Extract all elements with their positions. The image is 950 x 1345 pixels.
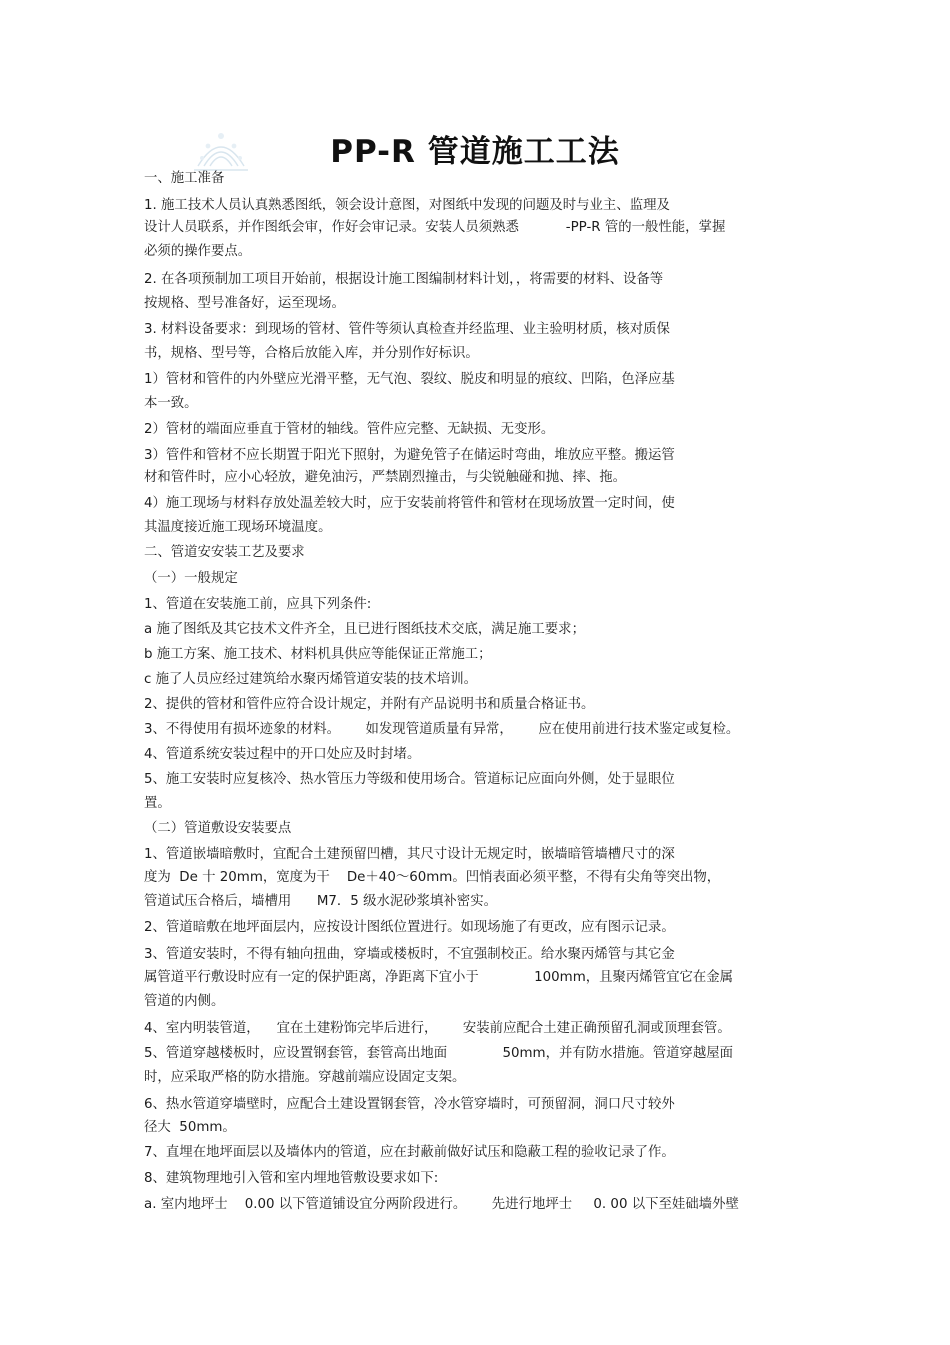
text-line: 5、管道穿越楼板时，应设置钢套管，套管高出地面 50mm，并有防水措施。管道穿越屋面 bbox=[144, 1046, 734, 1061]
text-line: 管道试压合格后，墙槽用 M7．5 级水泥砂浆填补密实。 bbox=[144, 894, 497, 909]
text-line: 管道的内侧。 bbox=[144, 994, 225, 1009]
text-line: 属管道平行敷设时应有一定的保护距离，净距离下宜小于 100mm，且聚丙烯管宜它在金属 bbox=[144, 970, 734, 985]
text-line: 4、室内明装管道， 宜在土建粉饰完毕后进行， 安装前应配合土建正确预留孔洞或顶理套管。 bbox=[144, 1021, 731, 1036]
text-line: 1、管道嵌墙暗敷时，宜配合土建预留凹槽，其尺寸设计无规定时，嵌墙暗管墙槽尺寸的深 bbox=[144, 847, 675, 862]
text-line: 1、管道在安装施工前，应具下列条件: bbox=[144, 597, 372, 612]
text-line: 必须的操作要点。 bbox=[144, 244, 252, 259]
text-line: 3. 材料设备要求：到现场的管材、管件等须认真检查并经监理、业主验明材质，核对质保 bbox=[144, 322, 670, 337]
text-line: 3）管件和管材不应长期置于阳光下照射，为避免管子在储运时弯曲，堆放应平整。搬运管 bbox=[144, 448, 675, 463]
text-line: 1）管材和管件的内外壁应光滑平整，无气泡、裂纹、脱皮和明显的痕纹、凹陷，色泽应基 bbox=[144, 372, 675, 387]
text-line: 设计人员联系，并作图纸会审，作好会审记录。安装人员须熟悉 -PP-R 管的一般性能，掌握 bbox=[144, 220, 726, 235]
text-line: 径大 50mm。 bbox=[144, 1120, 236, 1135]
text-line: 2）管材的端面应垂直于管材的轴线。管件应完整、无缺损、无变形。 bbox=[144, 422, 555, 437]
text-line: c 施了人员应经过建筑给水聚丙烯管道安装的技术培训。 bbox=[144, 672, 477, 687]
text-line: 7、直埋在地坪面层以及墙体内的管道，应在封蔽前做好试压和隐蔽工程的验收记录了作。 bbox=[144, 1145, 675, 1160]
text-line: 6、热水管道穿墙壁时，应配合土建设置钢套管，冷水管穿墙时，可预留洞，洞口尺寸较外 bbox=[144, 1097, 675, 1112]
text-line: 材和管件时，应小心轻放，避免油污，严禁剧烈撞击，与尖锐触碰和抛、摔、拖。 bbox=[144, 470, 627, 485]
text-line: a. 室内地坪士 0.00 以下管道铺设宜分两阶段进行。 先进行地坪士 0. 00 以下至娃础墙外壁 bbox=[144, 1197, 739, 1212]
text-line: 按规格、型号准备好，运至现场。 bbox=[144, 296, 345, 311]
text-line: 4）施工现场与材料存放处温差较大时，应于安装前将管件和管材在现场放置一定时间，使 bbox=[144, 496, 675, 511]
text-line: 2. 在各项预制加工项目开始前，根据设计施工图编制材料计划，，将需要的材料、设备等 bbox=[144, 272, 664, 287]
text-line: a 施了图纸及其它技术文件齐全，且已进行图纸技术交底，满足施工要求； bbox=[144, 622, 585, 637]
text-line: 度为 De 十 20mm，宽度为干 De＋40～60mm。凹悄表面必须平整，不得有尖角等突出物， bbox=[144, 870, 721, 885]
text-line: （二）管道敷设安装要点 bbox=[144, 821, 292, 836]
text-line: 置。 bbox=[144, 796, 171, 811]
text-line: 3、管道安装时，不得有轴向扭曲，穿墙或楼板时，不宜强制校正。给水聚丙烯管与其它金 bbox=[144, 947, 675, 962]
text-line: 2、管道暗敷在地坪面层内，应按设计图纸位置进行。如现场施了有更改，应有图示记录。 bbox=[144, 920, 675, 935]
text-line: 4、管道系统安装过程中的开口处应及时封堵。 bbox=[144, 747, 421, 762]
text-line: 书，规格、型号等，合格后放能入库，并分别作好标识。 bbox=[144, 346, 479, 361]
text-line: 5、施工安装时应复核冷、热水管压力等级和使用场合。管道标记应面向外侧，处于显眼位 bbox=[144, 772, 675, 787]
document-title: PP-R 管道施工工法 bbox=[330, 134, 620, 170]
text-line: 其温度接近施工现场环境温度。 bbox=[144, 520, 332, 535]
text-line: （一）一般规定 bbox=[144, 571, 238, 586]
text-line: 1. 施工技术人员认真熟悉图纸，领会设计意图，对图纸中发现的问题及时与业主、监理及 bbox=[144, 198, 670, 213]
text-line: 本一致。 bbox=[144, 396, 198, 411]
text-line: 3、不得使用有损坏迹象的材料。 如发现管道质量有异常， 应在使用前进行技术鉴定或复检。 bbox=[144, 722, 740, 737]
text-line: 二、管道安安装工艺及要求 bbox=[144, 545, 305, 560]
text-line: 一、施工准备 bbox=[144, 171, 225, 186]
text-line: b 施工方案、施工技术、材料机具供应等能保证正常施工； bbox=[144, 647, 492, 662]
text-line: 8、建筑物理地引入管和室内埋地管敷设要求如下: bbox=[144, 1171, 439, 1186]
text-line: 时，应采取严格的防水措施。穿越前端应设固定支架。 bbox=[144, 1070, 466, 1085]
text-line: 2、提供的管材和管件应符合设计规定，并附有产品说明书和质量合格证书。 bbox=[144, 697, 595, 712]
